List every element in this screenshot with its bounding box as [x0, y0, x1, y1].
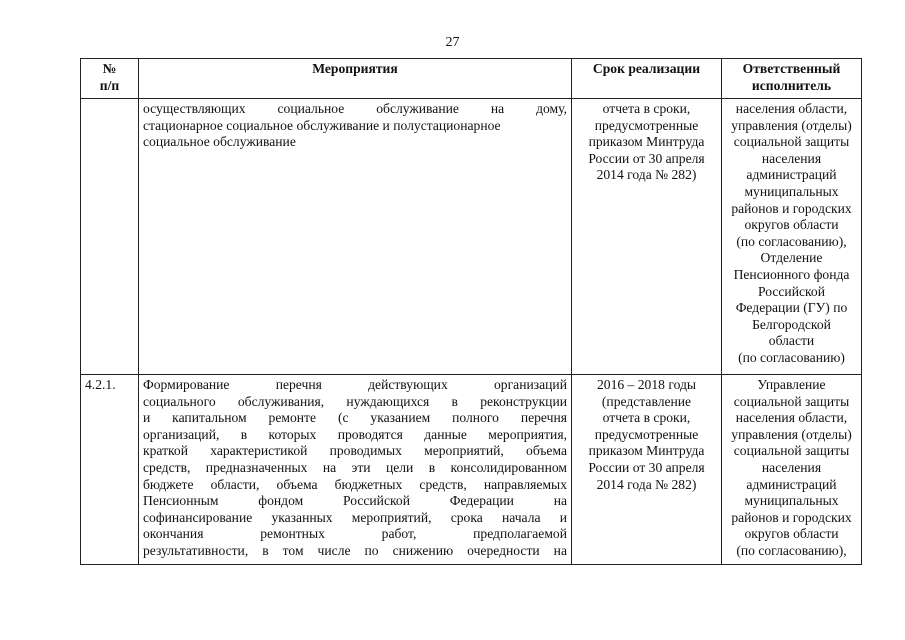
- activities-table: [80, 58, 862, 565]
- header-num: № п/п: [81, 59, 139, 99]
- table-header-row: [81, 59, 862, 99]
- responsible-cell: Управление социальной защиты населения области, управления (отделы) социальной защиты населения администраций муниципальных районов и городских округов области (по согласованию),: [722, 375, 862, 565]
- row-number: [81, 99, 139, 375]
- page-number: 27: [445, 35, 460, 50]
- term-cell: 2016 – 2018 годы (представление отчета в сроки, предусмотренные приказом Минтруда России от 30 апреля 2014 года № 282): [572, 375, 722, 565]
- header-responsible: Ответственный исполнитель: [722, 59, 862, 99]
- activity-cell: Формирование перечня действующих организаций социального обслуживания, нуждающихся в реконструкции и капитальном ремонте (с указанием полного перечня организаций, в которых проводятся данные мероприятия, краткой характеристикой проводимых мероприятий, объема средств, предназначенных на эти цели в консолидированном бюджете области, объема бюджетных средств, направляемых Пенсионным фондом Российской Федерации на софинансирование указанных мероприятий, срока начала и окончания ремонтных работ, предполагаемой результативности, в том числе по снижению очередности на: [139, 375, 572, 565]
- responsible-cell: населения области, управления (отделы) социальной защиты населения администраций муниципальных районов и городских округов области (по согласованию), Отделение Пенсионного фонда Российской Федерации (ГУ) по Белгородской области (по согласованию): [722, 99, 862, 375]
- activity-cell: осуществляющих социальное обслуживание на дому, стационарное социальное обслуживание и полустационарное социальное обслуживание: [139, 99, 572, 375]
- header-activity: Мероприятия: [139, 59, 572, 99]
- table-row: [81, 99, 862, 375]
- row-number: 4.2.1.: [81, 375, 139, 565]
- header-term: Срок реализации: [572, 59, 722, 99]
- term-cell: отчета в сроки, предусмотренные приказом Минтруда России от 30 апреля 2014 года № 282): [572, 99, 722, 375]
- table-row: [81, 375, 862, 565]
